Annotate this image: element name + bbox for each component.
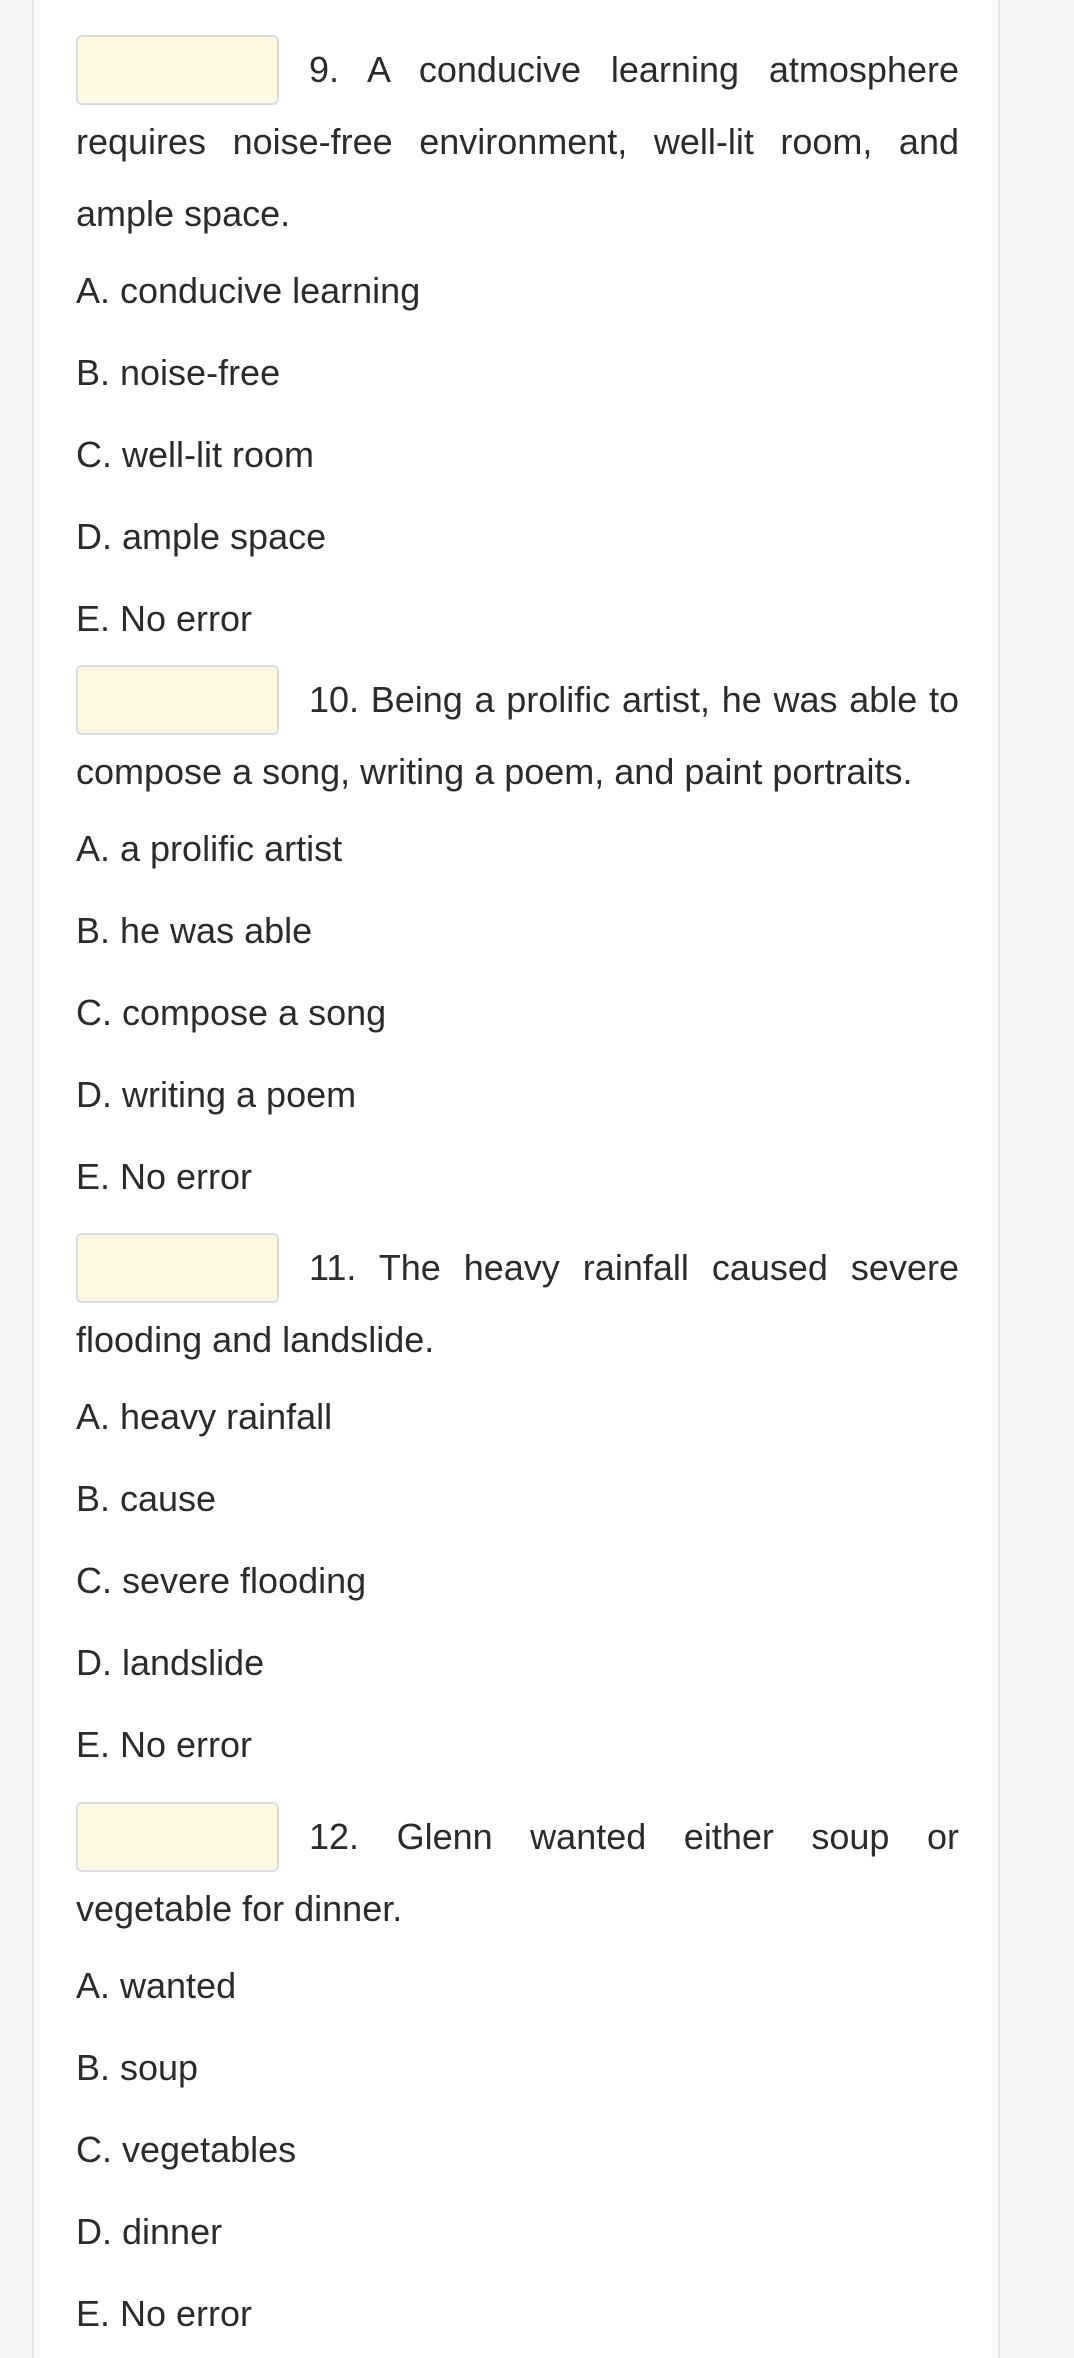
option-a: A. heavy rainfall — [76, 1396, 333, 1437]
option-c: C. compose a song — [76, 992, 387, 1033]
option-d: D. dinner — [76, 2211, 223, 2252]
question-stem — [76, 664, 959, 808]
question-11 — [76, 1232, 959, 1786]
option-a: A. conducive learning — [76, 270, 421, 311]
option-list — [76, 808, 959, 1218]
option-list — [76, 1945, 959, 2355]
quiz-page — [32, 0, 1000, 2358]
question-stem — [76, 34, 959, 250]
question-10 — [76, 664, 959, 1218]
question-text: 11. The heavy rainfall caused severe flooding and landslide. — [76, 1247, 959, 1360]
answer-input[interactable] — [76, 35, 279, 105]
answer-input[interactable] — [76, 1802, 279, 1872]
answer-input[interactable] — [76, 665, 279, 735]
option-e: E. No error — [76, 1156, 253, 1197]
question-text: 12. Glenn wanted either soup or vegetable for dinner. — [76, 1816, 959, 1929]
answer-input[interactable] — [76, 1233, 279, 1303]
option-c: C. well-lit room — [76, 434, 315, 475]
option-b: B. soup — [76, 2047, 199, 2088]
option-b: B. he was able — [76, 910, 313, 951]
question-text: 10. Being a prolific artist, he was able to compose a song, writing a poem, and paint portraits. — [76, 679, 959, 792]
option-c: C. severe flooding — [76, 1560, 367, 1601]
option-c: C. vegetables — [76, 2129, 297, 2170]
option-e: E. No error — [76, 598, 253, 639]
option-a: A. a prolific artist — [76, 828, 343, 869]
option-list — [76, 1376, 959, 1786]
question-9 — [76, 34, 959, 660]
question-12 — [76, 1801, 959, 2355]
option-b: B. noise-free — [76, 352, 281, 393]
option-a: A. wanted — [76, 1965, 237, 2006]
option-e: E. No error — [76, 1724, 253, 1765]
question-stem — [76, 1232, 959, 1376]
question-text: 9. A conducive learning atmosphere requires noise-free environment, well-lit room, and ample space. — [76, 49, 959, 234]
option-b: B. cause — [76, 1478, 217, 1519]
question-stem — [76, 1801, 959, 1945]
option-d: D. writing a poem — [76, 1074, 357, 1115]
option-list — [76, 250, 959, 660]
option-e: E. No error — [76, 2293, 253, 2334]
option-d: D. ample space — [76, 516, 327, 557]
option-d: D. landslide — [76, 1642, 265, 1683]
